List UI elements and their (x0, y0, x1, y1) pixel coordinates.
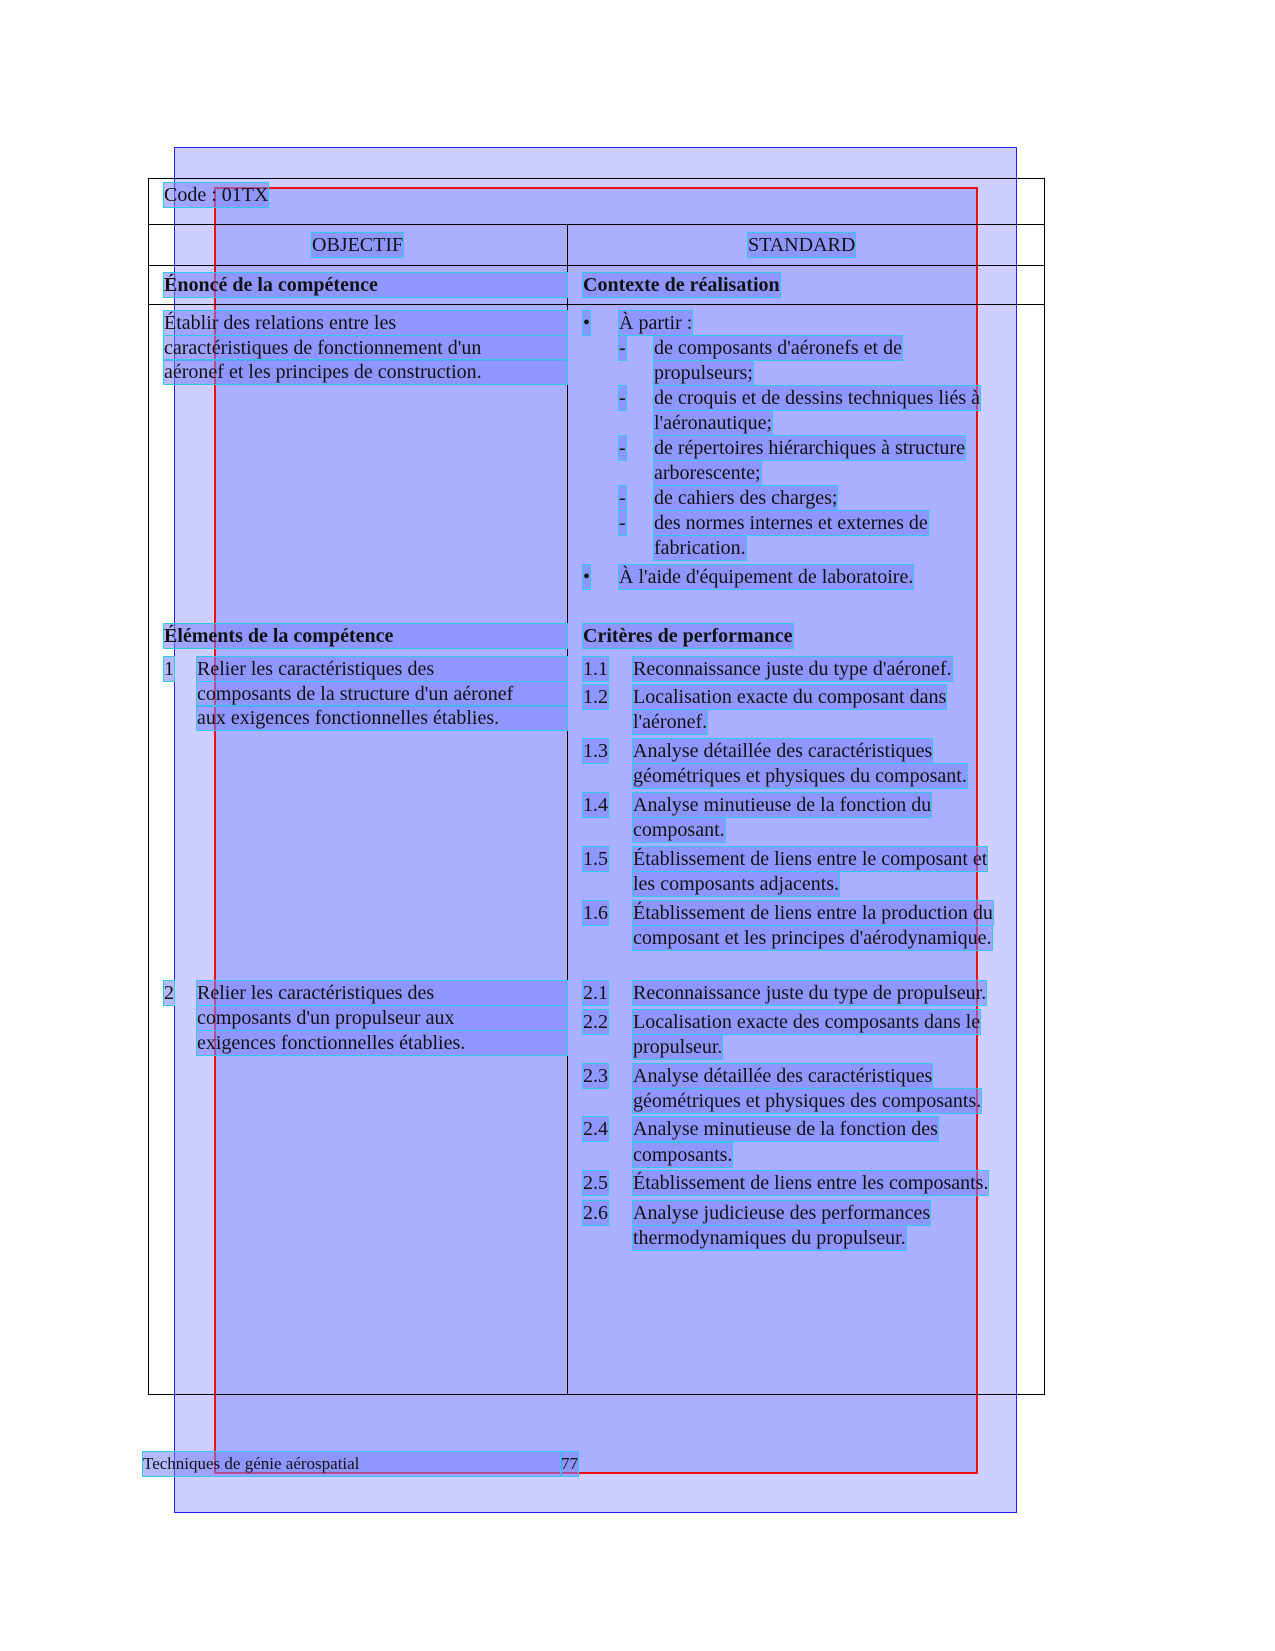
criterion-number: 1.2 (583, 686, 608, 708)
element-number: 2 (164, 982, 174, 1004)
criterion-number: 2.2 (583, 1011, 608, 1033)
criterion-number: 1.3 (583, 740, 608, 762)
criterion-line: Analyse détaillée des caractéristiques (633, 740, 933, 762)
column-header-standard: STANDARD (748, 234, 856, 256)
criterion-line: Reconnaissance juste du type de propulseur. (633, 982, 987, 1004)
criteres-heading: Critères de performance (583, 625, 793, 647)
element-line: exigences fonctionnelles établies. (197, 1031, 567, 1055)
contexte-subitem-line: de croquis et de dessins techniques liés à (654, 387, 981, 409)
contexte-subitem-line: arborescente; (654, 462, 761, 484)
element-line: Relier les caractéristiques des (197, 981, 567, 1005)
dash-marker: - (619, 337, 626, 359)
contexte-subitem-line: propulseurs; (654, 362, 753, 384)
column-header-objectif: OBJECTIF (312, 234, 404, 256)
footer-page-number: 77 (561, 1452, 578, 1476)
criterion-number: 2.4 (583, 1118, 608, 1140)
element-line: composants d'un propulseur aux (197, 1006, 567, 1030)
element-number: 1 (164, 658, 174, 680)
contexte-heading: Contexte de réalisation (583, 274, 780, 296)
criterion-line: Analyse minutieuse de la fonction des (633, 1118, 938, 1140)
footer-program: Techniques de génie aérospatial (143, 1452, 561, 1476)
criterion-number: 2.6 (583, 1202, 608, 1224)
criterion-number: 1.6 (583, 902, 608, 924)
table-left-border (148, 178, 149, 1394)
criterion-line: Établissement de liens entre les composants. (633, 1172, 989, 1194)
criterion-line: thermodynamiques du propulseur. (633, 1227, 906, 1249)
dash-marker: - (619, 387, 626, 409)
enonce-line: aéronef et les principes de construction. (164, 360, 567, 384)
table-row-divider-1 (148, 224, 1045, 225)
criterion-number: 1.4 (583, 794, 608, 816)
criterion-line: géométriques et physiques des composants. (633, 1090, 982, 1112)
enonce-line: Établir des relations entre les (164, 311, 567, 335)
code-label: Code : 01TX (164, 184, 269, 206)
criterion-line: Reconnaissance juste du type d'aéronef. (633, 658, 952, 680)
elements-heading: Éléments de la compétence (164, 624, 567, 648)
table-column-divider (567, 224, 568, 1394)
dash-marker: - (619, 437, 626, 459)
criterion-number: 1.5 (583, 848, 608, 870)
criterion-line: composant et les principes d'aérodynamique. (633, 927, 992, 949)
bullet-marker: • (583, 566, 591, 588)
table-row-divider-3 (148, 304, 1045, 305)
table-top-border (148, 178, 1045, 179)
criterion-line: les composants adjacents. (633, 873, 840, 895)
criterion-number: 2.1 (583, 982, 608, 1004)
contexte-bullet: À l'aide d'équipement de laboratoire. (619, 566, 914, 588)
bullet-marker: • (583, 312, 591, 334)
contexte-subitem-line: des normes internes et externes de (654, 512, 928, 534)
table-bottom-border (148, 1394, 1045, 1395)
element-line: Relier les caractéristiques des (197, 657, 567, 681)
criterion-line: Localisation exacte du composant dans (633, 686, 947, 708)
criterion-line: Établissement de liens entre le composant et (633, 848, 988, 870)
enonce-heading: Énoncé de la compétence (164, 273, 567, 297)
criterion-line: l'aéronef. (633, 711, 708, 733)
contexte-subitem-line: l'aéronautique; (654, 412, 772, 434)
criterion-line: propulseur. (633, 1036, 723, 1058)
criterion-line: Analyse minutieuse de la fonction du (633, 794, 932, 816)
element-line: composants de la structure d'un aéronef (197, 682, 567, 706)
criterion-line: composant. (633, 819, 725, 841)
criterion-number: 1.1 (583, 658, 608, 680)
table-right-border (1044, 178, 1045, 1394)
contexte-subitem-line: de cahiers des charges; (654, 487, 838, 509)
contexte-subitem-line: de composants d'aéronefs et de (654, 337, 902, 359)
criterion-line: Localisation exacte des composants dans le (633, 1011, 981, 1033)
criterion-line: Analyse judicieuse des performances (633, 1202, 931, 1224)
criterion-line: composants. (633, 1144, 733, 1166)
table-row-divider-2 (148, 265, 1045, 266)
criterion-number: 2.3 (583, 1065, 608, 1087)
criterion-line: Établissement de liens entre la production du (633, 902, 993, 924)
dash-marker: - (619, 487, 626, 509)
contexte-subitem-line: fabrication. (654, 537, 746, 559)
dash-marker: - (619, 512, 626, 534)
element-line: aux exigences fonctionnelles établies. (197, 706, 567, 730)
enonce-line: caractéristiques de fonctionnement d'un (164, 336, 567, 360)
criterion-line: Analyse détaillée des caractéristiques (633, 1065, 933, 1087)
contexte-subitem-line: de répertoires hiérarchiques à structure (654, 437, 965, 459)
criterion-line: géométriques et physiques du composant. (633, 765, 967, 787)
contexte-bullet: À partir : (619, 312, 693, 334)
criterion-number: 2.5 (583, 1172, 608, 1194)
